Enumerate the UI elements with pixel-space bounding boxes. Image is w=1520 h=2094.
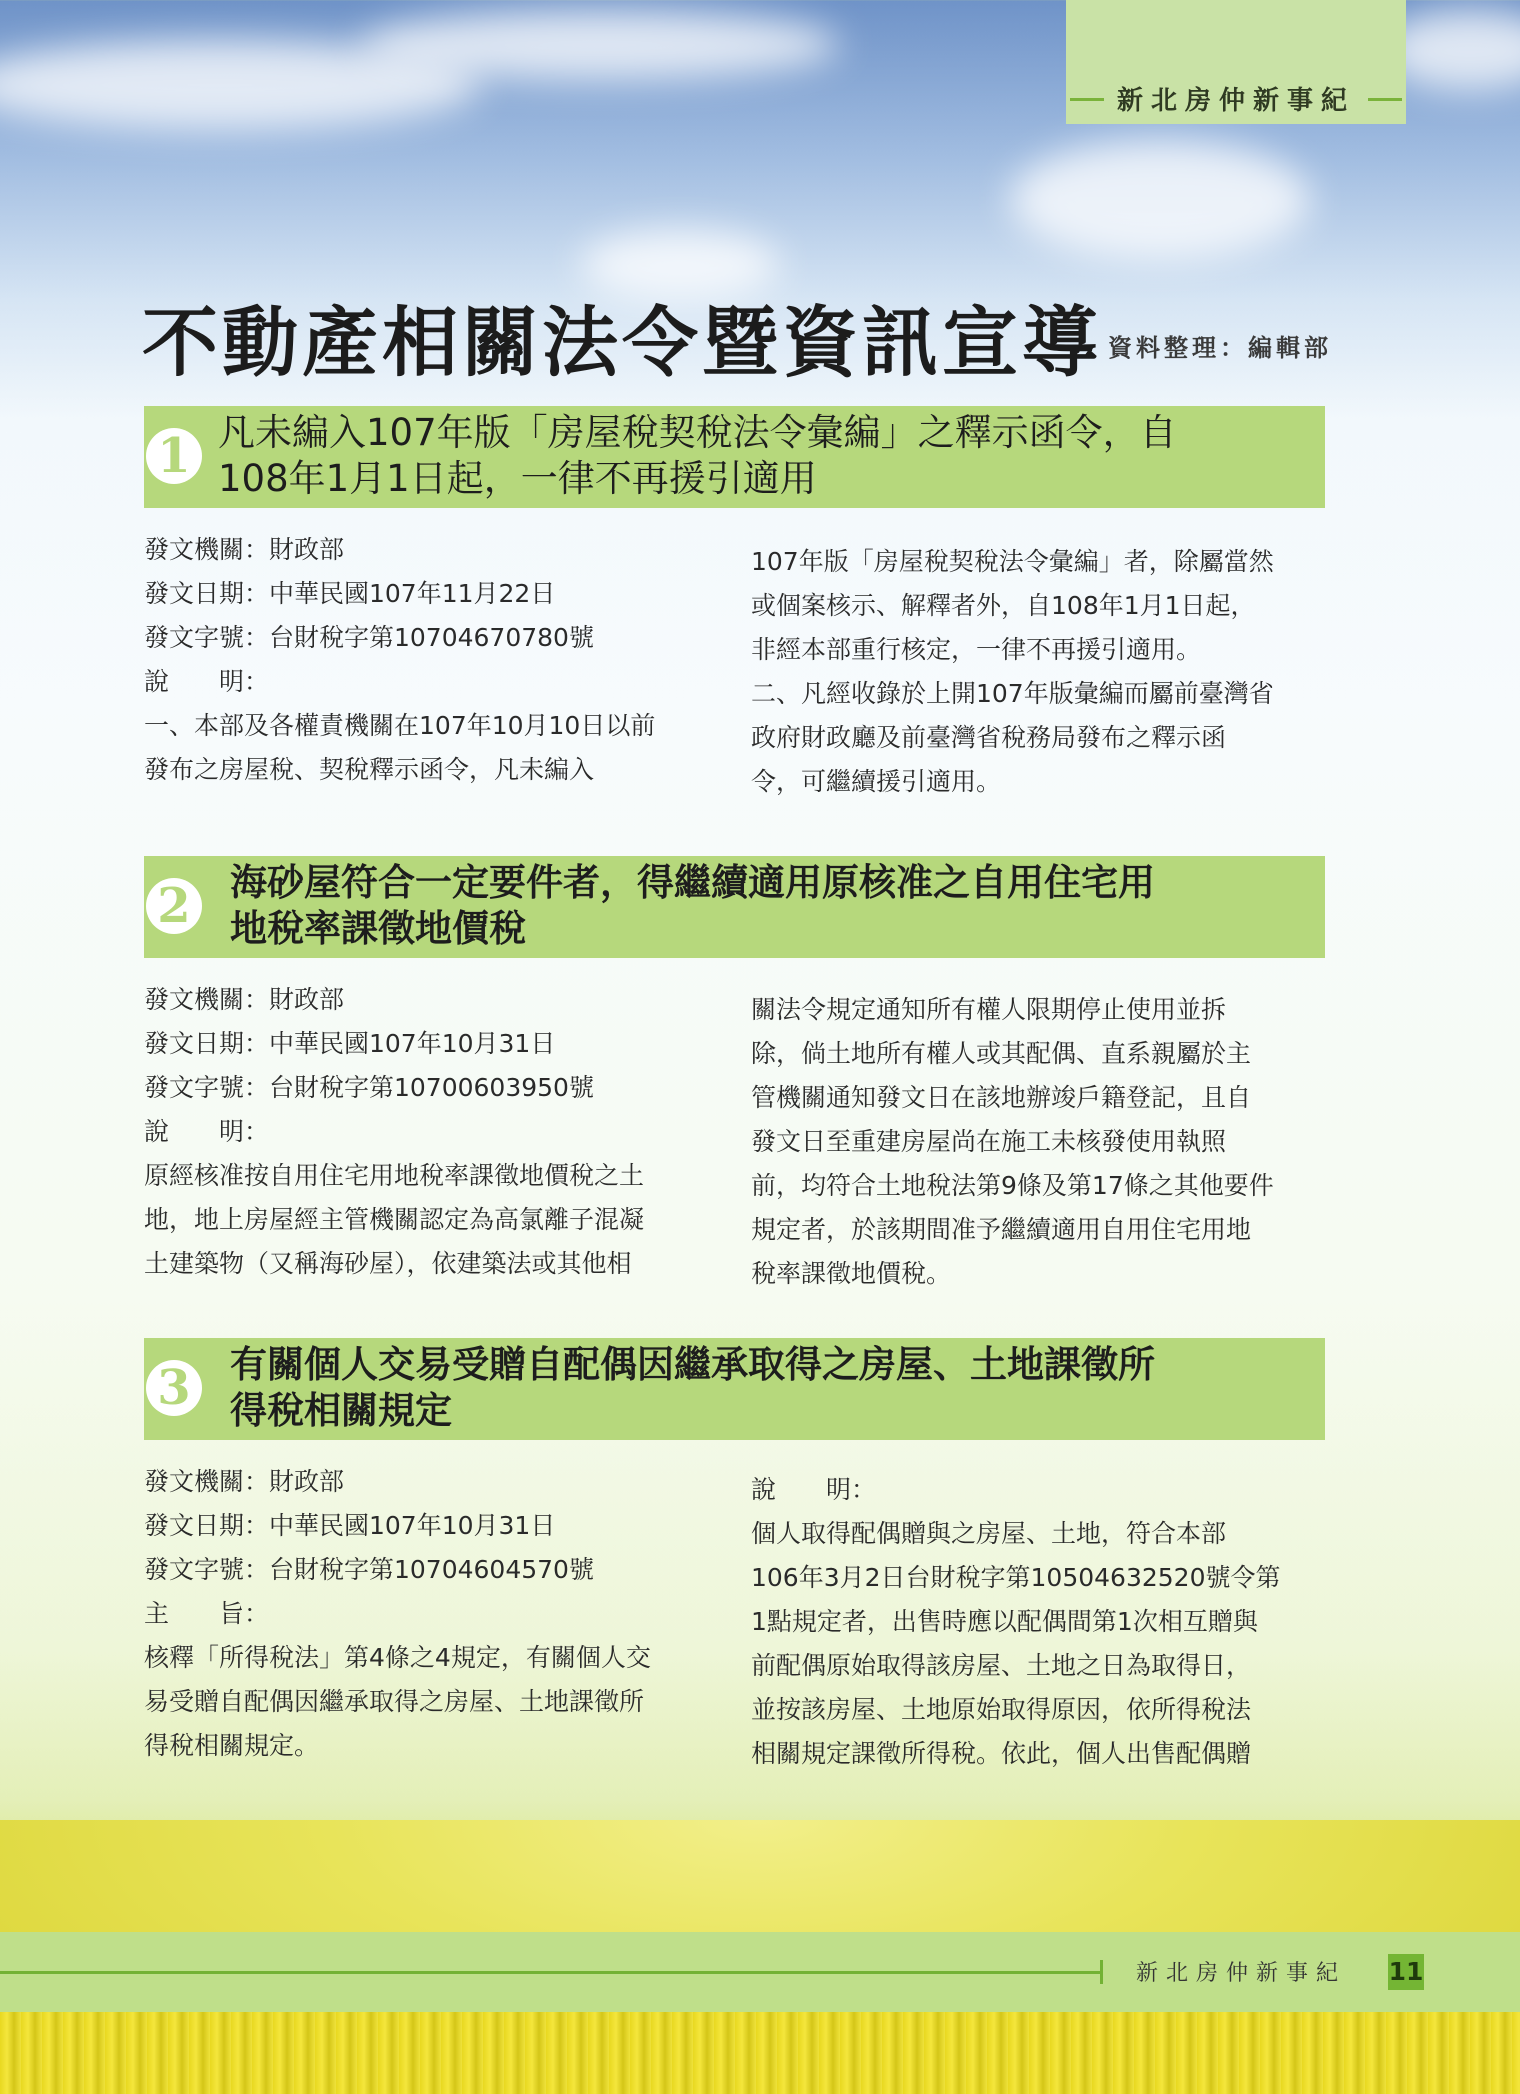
footer-publication-name: 新北房仲新事紀 xyxy=(1136,1961,1347,1986)
page-title: 不動產相關法令暨資訊宣導 xyxy=(142,298,1102,387)
issuing-agency: 發文機關：財政部 xyxy=(144,535,345,564)
page-number: 11 xyxy=(1388,1954,1424,1990)
section-2-title-line-2: 地稅率課徵地價稅 xyxy=(230,907,526,950)
header-tab xyxy=(1066,0,1406,124)
body-text-line: 關法令規定通知所有權人限期停止使用並拆 xyxy=(751,995,1227,1024)
issue-date: 發文日期：中華民國107年10月31日 xyxy=(144,1029,556,1058)
section-1-right-column xyxy=(751,540,1321,804)
cloud xyxy=(1010,140,1310,260)
body-text-line: 並按該房屋、土地原始取得原因，依所得稅法 xyxy=(751,1695,1252,1724)
body-text-line: 除，倘土地所有權人或其配偶、直系親屬於主 xyxy=(751,1039,1252,1068)
body-text-line: 易受贈自配偶因繼承取得之房屋、土地課徵所 xyxy=(144,1687,645,1716)
explanation-label: 說 明： xyxy=(144,1117,270,1146)
body-text-line: 發文日至重建房屋尚在施工未核發使用執照 xyxy=(751,1127,1227,1156)
section-number-badge: 3 xyxy=(146,1360,202,1416)
issuing-agency: 發文機關：財政部 xyxy=(144,1467,345,1496)
document-number: 發文字號：台財稅字第10704604570號 xyxy=(144,1555,594,1584)
body-text-line: 107年版「房屋稅契稅法令彙編」者，除屬當然 xyxy=(751,547,1274,576)
body-text-line: 政府財政廳及前臺灣省稅務局發布之釋示函 xyxy=(751,723,1227,752)
footer-rule-end xyxy=(1100,1960,1103,1984)
document-number: 發文字號：台財稅字第10700603950號 xyxy=(144,1073,594,1102)
header-line-left xyxy=(1070,98,1104,101)
section-3-header xyxy=(144,1338,1325,1440)
body-text-line: 得稅相關規定。 xyxy=(144,1731,320,1760)
section-2-header xyxy=(144,856,1325,958)
flower-field-foreground xyxy=(0,2010,1520,2094)
body-text-line: 106年3月2日台財稅字第10504632520號令第 xyxy=(751,1563,1281,1592)
header-tab-text: 新北房仲新事紀 xyxy=(1116,86,1355,116)
section-3-title-line-1: 有關個人交易受贈自配偶因繼承取得之房屋、土地課徵所 xyxy=(230,1343,1155,1386)
body-text-line: 規定者，於該期間准予繼續適用自用住宅用地 xyxy=(751,1215,1252,1244)
editor-credit: 資料整理：編輯部 xyxy=(1108,334,1332,362)
subject-label: 主 旨： xyxy=(144,1599,270,1628)
section-3-left-column xyxy=(144,1460,714,1768)
section-2-left-column xyxy=(144,978,714,1286)
section-number-badge: 2 xyxy=(146,878,202,934)
body-text-line: 一、本部及各權責機關在107年10月10日以前 xyxy=(144,711,656,740)
body-text-line: 前配偶原始取得該房屋、土地之日為取得日， xyxy=(751,1651,1252,1680)
body-text-line: 前，均符合土地稅法第9條及第17條之其他要件 xyxy=(751,1171,1274,1200)
document-number: 發文字號：台財稅字第10704670780號 xyxy=(144,623,594,652)
section-2-right-column xyxy=(751,988,1321,1296)
section-3-right-column xyxy=(751,1468,1321,1776)
body-text-line: 二、凡經收錄於上開107年版彙編而屬前臺灣省 xyxy=(751,679,1274,708)
body-text-line: 原經核准按自用住宅用地稅率課徵地價稅之土 xyxy=(144,1161,645,1190)
body-text-line: 令，可繼續援引適用。 xyxy=(751,767,1002,796)
section-number-badge: 1 xyxy=(146,428,202,484)
body-text-line: 土建築物（又稱海砂屋），依建築法或其他相 xyxy=(144,1249,632,1278)
body-text-line: 個人取得配偶贈與之房屋、土地，符合本部 xyxy=(751,1519,1227,1548)
explanation-label: 說 明： xyxy=(144,667,270,696)
section-1-header xyxy=(144,406,1325,508)
explanation-label: 說 明： xyxy=(751,1475,877,1504)
body-text-line: 稅率課徵地價稅。 xyxy=(751,1259,952,1288)
body-text-line: 非經本部重行核定，一律不再援引適用。 xyxy=(751,635,1202,664)
section-1-title-line-1: 凡未編入107年版「房屋稅契稅法令彙編」之釋示函令，自 xyxy=(218,411,1177,454)
cloud xyxy=(360,10,840,80)
section-3-title-line-2: 得稅相關規定 xyxy=(230,1389,452,1432)
body-text-line: 相關規定課徵所得稅。依此，個人出售配偶贈 xyxy=(751,1739,1252,1768)
body-text-line: 管機關通知發文日在該地辦竣戶籍登記，且自 xyxy=(751,1083,1252,1112)
body-text-line: 1點規定者，出售時應以配偶間第1次相互贈與 xyxy=(751,1607,1258,1636)
section-1-left-column xyxy=(144,528,714,792)
body-text-line: 地，地上房屋經主管機關認定為高氯離子混凝 xyxy=(144,1205,645,1234)
issue-date: 發文日期：中華民國107年10月31日 xyxy=(144,1511,556,1540)
issue-date: 發文日期：中華民國107年11月22日 xyxy=(144,579,556,608)
footer-rule xyxy=(0,1971,1102,1974)
issuing-agency: 發文機關：財政部 xyxy=(144,985,345,1014)
body-text-line: 或個案核示、解釋者外，自108年1月1日起， xyxy=(751,591,1256,620)
section-2-title-line-1: 海砂屋符合一定要件者，得繼續適用原核准之自用住宅用 xyxy=(230,861,1155,904)
header-line-right xyxy=(1368,98,1402,101)
body-text-line: 核釋「所得稅法」第4條之4規定，有關個人交 xyxy=(144,1643,651,1672)
body-text-line: 發布之房屋稅、契稅釋示函令，凡未編入 xyxy=(144,755,595,784)
section-1-title-line-2: 108年1月1日起，一律不再援引適用 xyxy=(218,457,817,500)
